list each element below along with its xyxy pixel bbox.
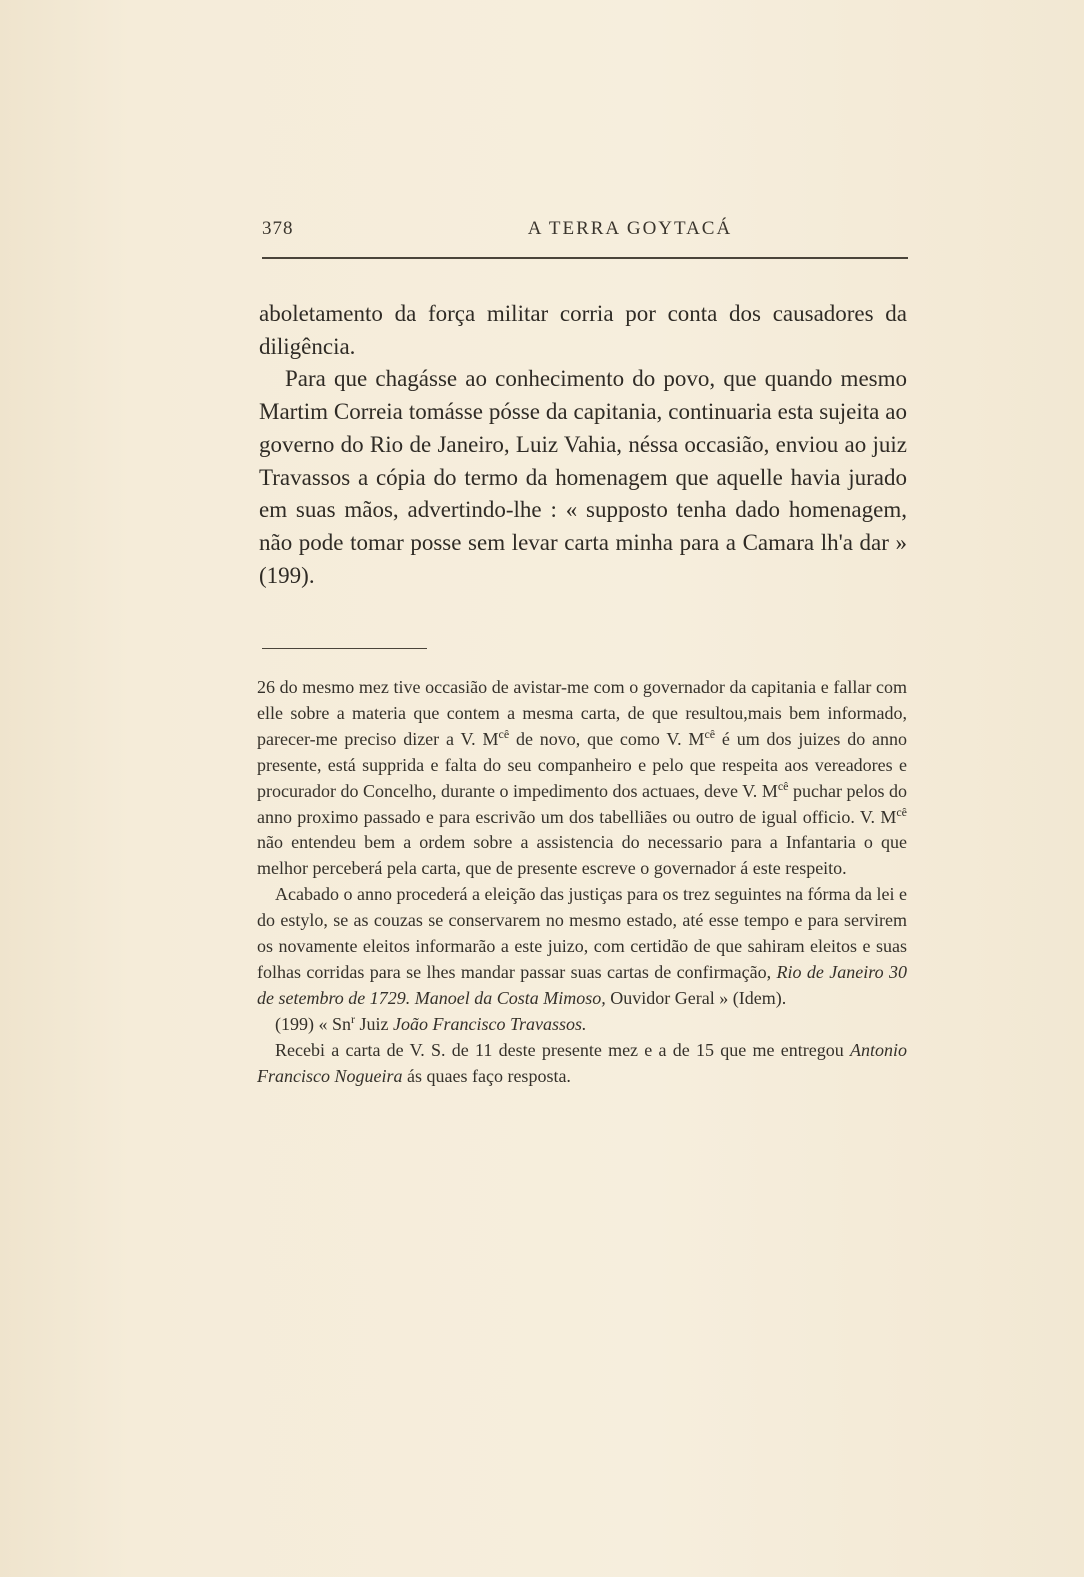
footnote-text: Juiz	[355, 1013, 393, 1034]
footnote-text: Recebi a carta de V. S. de 11 deste presente mez e a de 15 que me entregou	[275, 1039, 850, 1060]
page-header	[262, 214, 908, 244]
footnote-paragraph-2	[257, 882, 907, 1012]
main-paragraph-1: aboletamento da força militar corria por conta dos causadores da diligência.	[259, 301, 907, 359]
footnote-paragraph-3	[257, 1012, 907, 1038]
footnote-paragraph-1	[257, 675, 907, 882]
footnote-text: ás quaes faço resposta.	[402, 1065, 571, 1086]
page-number: 378	[262, 218, 294, 239]
footnote-text: Acabado o anno procederá a eleição das justiças para os trez seguintes na fórma da lei e do estylo, se as couzas se conservarem no mesmo estado, até esse tempo e para servirem os novamente eleitos informarão a este juizo, com certidão de que sahiram eleitos e suas folhas corridas para se lhes mandar passar suas cartas de confirmação,	[257, 884, 907, 982]
header-rule	[262, 257, 908, 259]
footnote-rule	[262, 648, 427, 649]
superscript: cê	[498, 726, 510, 741]
footnote-italic: João Francisco Travassos.	[393, 1013, 587, 1034]
footnote-text: é um dos juizes do anno presente, está supprida e falta do seu companheiro e pelo que respeita aos vereadores e procurador do Concelho, durante o impedimento dos actuaes, deve V. M	[257, 728, 908, 801]
footnote-text: puchar pelos do anno proximo passado e para escrivão um dos tabelliães ou outro de igual officio. V. M	[257, 780, 907, 827]
superscript: cê	[777, 778, 789, 793]
running-title: A TERRA GOYTACÁ	[527, 218, 733, 239]
superscript: cê	[704, 726, 716, 741]
footnote-text: de novo, que como V. M	[509, 728, 705, 749]
main-text	[259, 298, 907, 592]
footnote-italic: Antonio Francisco Nogueira	[257, 1039, 907, 1086]
footnote-text: (199) « Sn	[275, 1013, 351, 1034]
main-paragraph-2: Para que chagásse ao conhecimento do povo, que quando mesmo Martim Correia tomásse pósse da capitania, continuaria esta sujeita ao governo do Rio de Janeiro, Luiz Vahia, néssa occasião, enviou ao juiz Travassos a cópia do termo da homenagem que aquelle havia jurado em suas mãos, advertindo-lhe : « supposto tenha dado homenagem, não pode tomar posse sem levar carta minha para a Camara lh'a dar » (199).	[259, 366, 907, 588]
footnote-italic: Rio de Janeiro 30 de setembro de 1729. Manoel da Costa Mimoso,	[257, 961, 907, 1008]
superscript: cê	[896, 804, 907, 819]
footnote-paragraph-4	[257, 1038, 907, 1090]
footnote-text: não entendeu bem a ordem sobre a assistencia do necessario para a Infantaria o que melhor perceberá pela carta, que de presente escreve o governador á este respeito.	[257, 832, 907, 879]
footnote-text: Ouvidor Geral » (Idem).	[605, 987, 787, 1008]
footnotes	[257, 675, 907, 1090]
footnote-text: 26 do mesmo mez tive occasião de avistar-me com o governador da capitania e fallar com elle sobre a materia que contem a mesma carta, de que resultou,mais bem informado, parecer-me preciso dizer a V. M	[257, 677, 907, 749]
superscript: r	[351, 1011, 355, 1026]
